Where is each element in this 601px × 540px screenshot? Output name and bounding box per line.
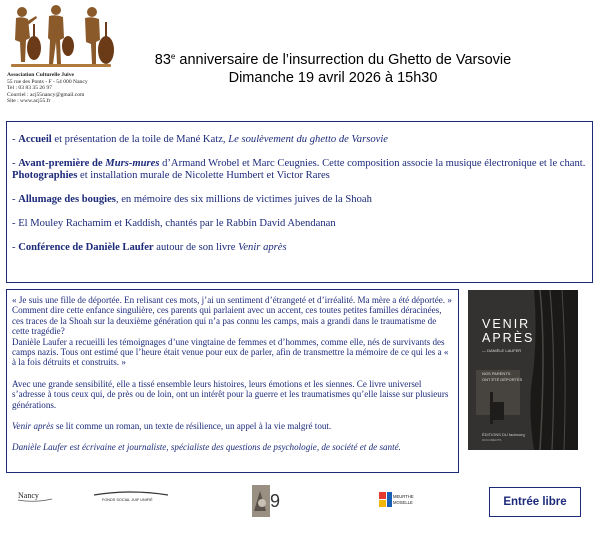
book-author: — DANIÈLE LAUFER xyxy=(482,348,522,353)
book-tagline-2: ONT ÉTÉ DÉPORTÉS xyxy=(482,377,523,382)
association-info xyxy=(7,72,137,105)
musicians-logo xyxy=(6,4,118,72)
association-address: 55 rue des Ponts - F - 54 000 Nancy xyxy=(7,78,88,85)
quote-para3: Danièle Laufer a recueilli les témoignages d’une vingtaine de femmes et d’hommes, comme elle, nés de survivants des camps nazis. Tous ont estimé que l’heure était venue pour eux de parler, afin de transmettre la mémoire de ce qui les a « à la fois détruits et construits. » xyxy=(12,336,449,368)
meurthe-moselle-logo xyxy=(378,490,414,514)
fsju-logo xyxy=(92,490,170,504)
book-title-ref: Venir après xyxy=(238,242,287,254)
title-line2: Dimanche 19 avril 2026 à 15h30 xyxy=(228,70,438,86)
painting-title: Le soulèvement du ghetto de Varsovie xyxy=(228,134,388,145)
quote-para6: Danièle Laufer est écrivaine et journaliste, spécialiste des questions de psychologie, de société et de santé. xyxy=(12,442,401,453)
program-item-conference: - Conférence de Danièle Laufer autour de son livre Venir après xyxy=(12,242,287,254)
title-line1 xyxy=(128,51,538,69)
svg-text:Nancy: Nancy xyxy=(18,491,39,500)
title-text: anniversaire de l’insurrection du Ghetto de Varsovie xyxy=(175,52,512,68)
svg-text:MOSELLE: MOSELLE xyxy=(393,500,413,505)
program-item-kaddish: - El Mouley Rachamim et Kaddish, chantés par le Rabbin David Abendanan xyxy=(12,218,336,230)
book-cover xyxy=(468,290,578,450)
program-box xyxy=(6,121,593,283)
book-description-box xyxy=(6,289,459,473)
program-item-accueil: - Accueil et présentation de la toile de Mané Katz, Le soulèvement du ghetto de Varsovie xyxy=(12,134,388,145)
work-title: Murs-mures xyxy=(105,158,160,169)
book-publisher: ÉDITIONS DU faubourg xyxy=(482,432,525,437)
svg-text:MEURTHE: MEURTHE xyxy=(393,494,414,499)
association-email[interactable]: Courriel : acj55nancy@gmail.com xyxy=(7,91,85,98)
svg-text:9: 9 xyxy=(270,491,281,511)
partner-logo-9 xyxy=(250,481,286,521)
title-ordinal: e xyxy=(170,52,176,61)
svg-text:FONDS SOCIAL JUIF UNIFIÉ: FONDS SOCIAL JUIF UNIFIÉ xyxy=(102,498,153,502)
entree-libre-badge: Entrée libre xyxy=(489,487,581,517)
association-tel: Tel : 03 83 35 26 97 xyxy=(7,85,52,92)
association-site[interactable]: Site : www.acj55.fr xyxy=(7,98,51,105)
quote-para4: Avec une grande sensibilité, elle a tissé ensemble leurs histoires, leurs émotions et les siennes. Ce livre universel s’adresse à tous ceux qui, de près ou de loin, ont un intérêt pour la guerre et les traumatismes qu’elle laisse sur plusieurs générations. xyxy=(12,378,449,410)
association-name: Association Culturelle Juive xyxy=(7,72,75,78)
title-number: 83 xyxy=(154,52,171,68)
program-item-bougies: - Allumage des bougies, en mémoire des six millions de victimes juives de la Shoah xyxy=(12,194,372,206)
nancy-logo xyxy=(16,488,56,504)
book-publisher-sub: DOCUMENTS xyxy=(482,438,502,442)
event-title xyxy=(128,51,538,87)
quote-para2: Comment dire cette enfance singulière, ces parents qui parlaient avec un accent, ces toutes petites familles déracinées, ces traces de la Shoah sur la deuxième génération qui n’a pas connu les camps, mais a grandi dans le traumatisme de cette tragédie? xyxy=(12,305,442,337)
book-title-line1: VENIR xyxy=(482,317,531,331)
book-tagline-1: NOS PARENTS xyxy=(482,371,511,376)
program-item-bold: Accueil xyxy=(18,134,52,145)
quote-para1: « Je suis une fille de déportée. En relisant ces mots, j’ai un sentiment d’étrangeté et d’irréalité. Ma mère a été déportée. » xyxy=(12,295,452,305)
program-item-avant-premiere: - Avant-première de Murs-mures d’Armand Wrobel et Marc Ceugnies. Cette composition associe la musique électronique et le chant. Photographies et installation murale de Nicolette Humbert et Victor Rares xyxy=(12,158,586,182)
book-title-line2: APRÈS xyxy=(482,331,535,345)
quote-para5: Venir après se lit comme un roman, un texte de résilience, un appel à la vie malgré tout. xyxy=(12,421,332,432)
